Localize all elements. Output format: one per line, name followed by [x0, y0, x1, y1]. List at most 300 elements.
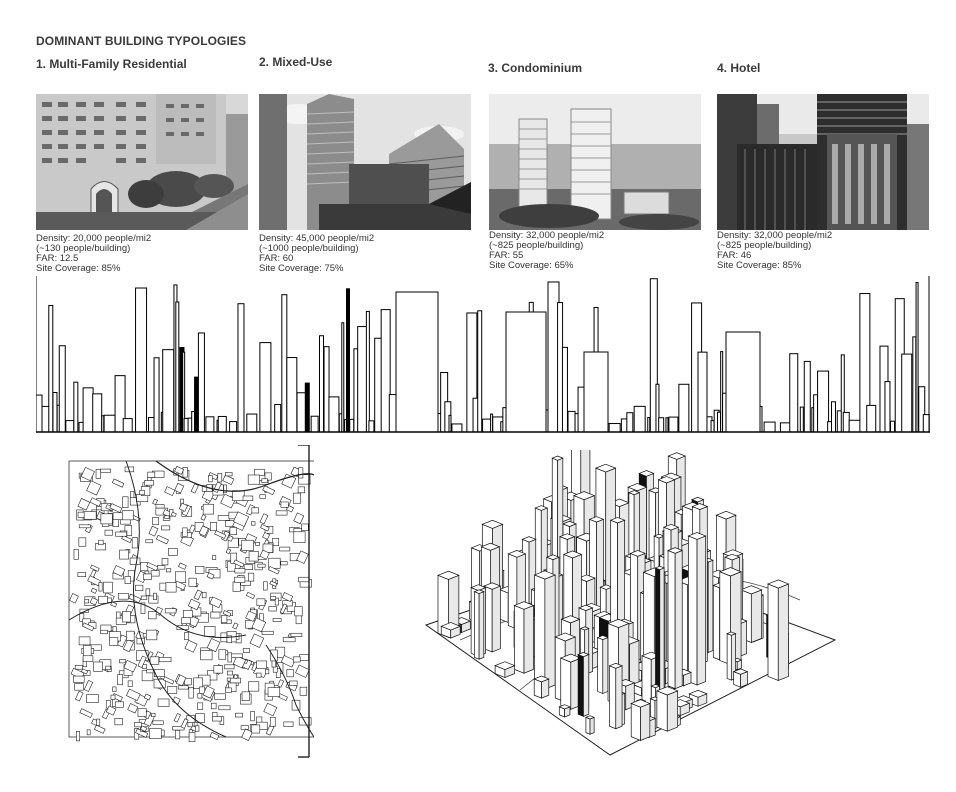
elevation-building — [452, 424, 462, 432]
plan-building — [168, 686, 177, 693]
plan-building — [147, 670, 153, 673]
density-text: Density: 32,000 people/mi2 — [489, 230, 605, 241]
plan-building — [201, 650, 213, 659]
axo-tower — [534, 676, 549, 698]
elevation-building — [346, 289, 349, 432]
typology-multifamily — [36, 57, 250, 71]
plan-building — [75, 684, 84, 691]
plan-building — [87, 695, 99, 703]
plan-building — [160, 583, 166, 590]
density-text: Density: 20,000 people/mi2 — [36, 233, 152, 244]
plan-building — [202, 592, 206, 597]
plan-building — [252, 725, 260, 733]
plan-building — [110, 638, 118, 646]
plan-building — [251, 522, 255, 526]
per-building-text: (~825 people/building) — [489, 240, 584, 251]
plan-building — [257, 661, 267, 669]
elevation-building — [698, 352, 707, 432]
plan-building — [162, 558, 168, 564]
plan-building — [103, 582, 112, 593]
elevation-building — [568, 411, 575, 432]
elevation-building — [282, 295, 287, 432]
plan-building — [137, 638, 145, 644]
apartment-photo — [36, 94, 248, 230]
hotel-towers-photo — [717, 94, 929, 230]
elevation-building — [717, 412, 720, 432]
plan-building — [299, 577, 309, 582]
elevation-building — [634, 406, 645, 432]
plan-building — [299, 655, 308, 661]
plan-building — [140, 490, 145, 494]
typology-hotel — [717, 61, 931, 75]
elevation-building — [711, 421, 714, 432]
per-building-text: (~1000 people/building) — [259, 243, 359, 254]
elevation-building — [329, 397, 339, 432]
page-title: DOMINANT BUILDING TYPOLOGIES — [36, 34, 247, 48]
elevation-building — [102, 416, 104, 432]
plan-building — [219, 650, 226, 660]
plan-building — [252, 508, 259, 513]
plan-building — [151, 570, 159, 576]
plan-building — [271, 650, 278, 661]
elevation-building — [726, 332, 760, 432]
plan-building — [225, 472, 232, 475]
axo-tower — [578, 652, 589, 716]
coverage-text: Site Coverage: 75% — [259, 263, 344, 274]
plan-building — [268, 688, 280, 697]
plan-building — [154, 679, 165, 688]
plan-building — [189, 578, 196, 586]
plan-building — [146, 589, 150, 595]
coverage-text: Site Coverage: 65% — [489, 260, 574, 271]
axo-tower — [484, 583, 500, 652]
plan-building — [153, 518, 159, 525]
plan-building — [146, 540, 153, 543]
plan-building — [83, 656, 93, 662]
elevation-building — [814, 395, 818, 432]
plan-building — [183, 610, 192, 617]
elevation-building — [53, 393, 57, 432]
plan-building — [215, 694, 226, 699]
plan-building — [150, 657, 159, 664]
elevation-building — [916, 282, 918, 432]
axo-tower — [495, 662, 515, 678]
elevation-building — [666, 418, 668, 432]
elevation-building — [260, 343, 271, 432]
plan-building — [183, 468, 188, 478]
plan-building — [241, 726, 248, 730]
plan-building — [270, 717, 275, 726]
elevation-building — [198, 333, 204, 432]
elevation-building — [506, 312, 546, 432]
elevation-building — [247, 414, 257, 432]
plan-building — [243, 648, 249, 652]
elevation-building — [195, 377, 198, 432]
plan-building — [115, 718, 123, 725]
elevation-building — [42, 406, 49, 432]
plan-building — [130, 558, 140, 564]
plan-building — [230, 678, 240, 683]
elevation-building — [319, 336, 323, 432]
typology-stats — [717, 231, 832, 271]
axonometric-city-drawing — [420, 450, 840, 762]
elevation-building — [867, 405, 876, 432]
axo-tower — [688, 533, 705, 685]
plan-building — [280, 547, 290, 551]
plan-building — [269, 606, 277, 611]
elevation-building — [584, 352, 608, 432]
plan-building — [248, 475, 259, 484]
plan-building — [144, 481, 153, 486]
plan-building — [256, 673, 261, 677]
plan-building — [214, 666, 223, 674]
axo-tower — [535, 571, 556, 689]
plan-building — [243, 496, 253, 501]
plan-building — [235, 713, 242, 717]
plan-building — [74, 549, 78, 559]
plan-building — [281, 561, 287, 564]
plan-building — [153, 593, 156, 600]
plan-building — [122, 611, 130, 622]
plan-building — [158, 699, 169, 706]
plan-building — [143, 574, 151, 580]
plan-building — [204, 626, 215, 636]
plan-building — [94, 662, 103, 671]
plan-building — [242, 540, 254, 550]
elevation-building — [74, 382, 78, 432]
plan-building — [150, 728, 162, 738]
plan-building — [125, 576, 131, 583]
plan-building — [78, 573, 86, 577]
plan-building — [97, 719, 100, 725]
plan-building — [79, 538, 86, 546]
plan-building — [175, 730, 179, 739]
elevation-building — [790, 354, 798, 432]
plan-building — [260, 495, 266, 499]
elevation-building — [849, 420, 860, 432]
elevation-building — [324, 347, 329, 432]
plan-building — [210, 522, 216, 530]
plan-building — [235, 569, 245, 573]
plan-building — [84, 512, 96, 520]
plan-building — [198, 703, 203, 710]
plan-building — [262, 631, 273, 634]
elevation-building — [396, 292, 438, 432]
plan-building — [298, 487, 305, 493]
plan-building — [168, 548, 177, 555]
plan-building — [212, 717, 221, 721]
plan-building — [225, 665, 235, 669]
plan-building — [266, 669, 269, 674]
elevation-building — [389, 395, 396, 432]
plan-building — [122, 511, 133, 520]
plan-building — [258, 564, 265, 567]
elevation-building — [287, 358, 297, 432]
typology-heading: 1. Multi-Family Residential — [36, 57, 187, 71]
plan-building — [101, 514, 113, 524]
plan-building — [135, 585, 143, 590]
plan-building — [182, 618, 191, 624]
typology-stats — [489, 231, 604, 271]
plan-building — [166, 583, 176, 593]
elevation-building — [218, 416, 226, 432]
plan-building — [294, 532, 305, 543]
typology-condominium — [488, 61, 702, 75]
plan-building — [248, 682, 258, 691]
plan-building — [153, 721, 163, 725]
elevation-building — [669, 417, 678, 432]
plan-building — [302, 524, 309, 530]
plan-building — [126, 631, 134, 640]
plan-building — [85, 599, 89, 603]
plan-building — [262, 479, 268, 483]
plan-building — [271, 597, 276, 600]
plan-building — [231, 654, 243, 658]
elevation-building — [891, 421, 895, 432]
plan-building — [157, 566, 165, 570]
elevation-building — [449, 415, 451, 432]
plan-building — [159, 657, 171, 661]
elevation-building — [831, 402, 835, 432]
plan-building — [99, 582, 102, 591]
plan-building — [105, 530, 113, 535]
plan-building — [211, 612, 220, 618]
plan-building — [141, 562, 148, 570]
plan-building — [257, 599, 265, 606]
plan-building — [123, 497, 128, 508]
elevation-building — [818, 371, 829, 432]
elevation-building — [123, 419, 132, 432]
typology-heading: 2. Mixed-Use — [259, 55, 333, 69]
plan-building — [101, 469, 111, 472]
elevation-building — [83, 388, 93, 432]
axo-tower — [559, 705, 570, 717]
condominium-towers-photo — [489, 94, 701, 230]
density-text: Density: 32,000 people/mi2 — [717, 230, 833, 241]
plan-building — [291, 633, 302, 636]
plan-building — [128, 681, 132, 687]
plan-building — [287, 670, 294, 677]
page-edge — [952, 0, 956, 792]
plan-building — [295, 607, 303, 616]
far-text: FAR: 55 — [489, 250, 524, 261]
plan-building — [111, 695, 115, 699]
far-text: FAR: 60 — [259, 253, 294, 264]
plan-building — [79, 637, 90, 645]
elevation-building — [558, 303, 563, 432]
plan-building — [148, 612, 156, 619]
axo-tower — [657, 687, 678, 732]
plan-building — [138, 709, 146, 717]
far-text: FAR: 46 — [717, 250, 752, 261]
axo-tower — [598, 635, 608, 693]
skyline-elevation-drawing — [36, 276, 930, 434]
plan-building — [87, 730, 90, 735]
plan-building — [235, 577, 245, 582]
site-plan-drawing — [66, 445, 314, 759]
typology-stats — [36, 234, 151, 274]
plan-building — [249, 551, 258, 561]
plan-building — [242, 692, 249, 701]
elevation-building — [230, 422, 237, 432]
plan-building — [118, 593, 128, 599]
elevation-building — [238, 304, 244, 432]
typology-stats — [259, 234, 374, 274]
elevation-building — [627, 413, 633, 432]
plan-building — [120, 659, 126, 662]
plan-building — [118, 675, 123, 685]
plan-building — [227, 671, 232, 675]
elevation-building — [311, 416, 318, 432]
plan-building — [184, 633, 188, 640]
per-building-text: (~825 people/building) — [717, 240, 812, 251]
axo-tower — [514, 602, 533, 674]
plan-building — [161, 526, 169, 530]
plan-building — [165, 609, 176, 613]
plan-building — [228, 653, 232, 662]
elevation-building — [206, 417, 214, 432]
elevation-building — [800, 407, 803, 432]
plan-building — [73, 676, 84, 682]
plan-building — [96, 469, 101, 478]
axo-tower — [610, 663, 623, 728]
elevation-building — [902, 354, 912, 432]
elevation-building — [562, 347, 567, 432]
plan-building — [135, 722, 142, 726]
elevation-building — [36, 395, 42, 432]
plan-building — [233, 582, 240, 591]
plan-building — [225, 688, 231, 693]
plan-building — [255, 542, 259, 545]
plan-building — [273, 667, 277, 673]
plan-building — [212, 556, 215, 560]
plan-building — [115, 702, 123, 708]
elevation-building — [648, 417, 650, 432]
elevation-building — [369, 421, 374, 432]
axo-tower — [668, 548, 682, 689]
plan-building — [152, 713, 156, 716]
elevation-building — [176, 302, 179, 432]
plan-building — [116, 532, 127, 536]
elevation-building — [59, 346, 65, 432]
elevation-building — [305, 383, 309, 432]
elevation-building — [923, 415, 929, 432]
axo-tower — [441, 622, 460, 638]
elevation-building — [154, 358, 159, 432]
plan-building — [76, 731, 79, 740]
plan-building — [300, 687, 307, 695]
mixed-use-tower-photo — [259, 94, 471, 230]
plan-building — [99, 596, 108, 603]
plan-building — [195, 726, 199, 732]
plan-building — [178, 686, 188, 689]
plan-building — [221, 616, 227, 623]
plan-building — [189, 732, 195, 741]
density-text: Density: 45,000 people/mi2 — [259, 233, 375, 244]
plan-building — [219, 706, 230, 710]
elevation-building — [342, 323, 344, 432]
axo-tower — [768, 580, 789, 681]
plan-building — [244, 565, 253, 570]
plan-building — [251, 711, 255, 720]
elevation-building — [804, 361, 810, 432]
plan-building — [189, 688, 193, 698]
plan-building — [156, 505, 164, 508]
plan-building — [276, 511, 287, 515]
elevation-building — [66, 421, 74, 432]
elevation-building — [679, 384, 689, 432]
elevation-building — [659, 418, 664, 432]
coverage-text: Site Coverage: 85% — [36, 263, 121, 274]
plan-building — [183, 528, 187, 537]
plan-building — [83, 645, 91, 656]
elevation-building — [49, 305, 53, 432]
elevation-building — [913, 337, 916, 432]
plan-building — [218, 473, 222, 482]
coverage-text: Site Coverage: 85% — [717, 260, 802, 271]
typology-heading: 4. Hotel — [717, 61, 761, 75]
plan-building — [146, 630, 157, 640]
plan-building — [290, 681, 298, 686]
plan-building — [233, 491, 245, 501]
typology-heading: 3. Condominium — [488, 61, 582, 75]
plan-building — [263, 582, 267, 590]
plan-building — [165, 516, 169, 519]
elevation-building — [843, 412, 849, 432]
elevation-building — [764, 422, 775, 432]
plan-building — [284, 722, 293, 727]
elevation-building — [350, 419, 354, 432]
plan-building — [293, 493, 300, 503]
plan-building — [79, 525, 90, 528]
plan-building — [299, 468, 303, 478]
axo-tower — [734, 669, 748, 687]
plan-building — [283, 638, 295, 642]
elevation-building — [163, 350, 174, 432]
plan-building — [120, 550, 129, 559]
plan-building — [141, 596, 147, 600]
plan-building — [281, 502, 288, 507]
far-text: FAR: 12.5 — [36, 253, 79, 264]
elevation-building — [609, 424, 620, 432]
elevation-building — [136, 288, 147, 432]
plan-building — [211, 703, 216, 709]
plan-building — [75, 665, 82, 669]
elevation-building — [275, 405, 281, 432]
elevation-building — [93, 394, 102, 432]
elevation-building — [104, 415, 115, 432]
elevation-building — [478, 311, 482, 432]
axo-tower — [631, 700, 650, 741]
axo-tower — [586, 716, 594, 735]
plan-building — [209, 475, 213, 481]
plan-building — [218, 515, 230, 520]
plan-building — [248, 573, 253, 581]
elevation-building — [366, 311, 369, 432]
plan-building — [99, 540, 104, 545]
per-building-text: (~130 people/building) — [36, 243, 131, 254]
plan-building — [113, 687, 116, 692]
plan-building — [273, 618, 281, 621]
plan-building — [293, 657, 300, 662]
axo-tower — [474, 590, 483, 659]
plan-building — [198, 693, 202, 698]
plan-building — [106, 666, 111, 670]
typology-mixed-use — [259, 55, 473, 69]
plan-building — [101, 630, 108, 634]
plan-building — [230, 527, 237, 534]
plan-building — [254, 469, 264, 475]
